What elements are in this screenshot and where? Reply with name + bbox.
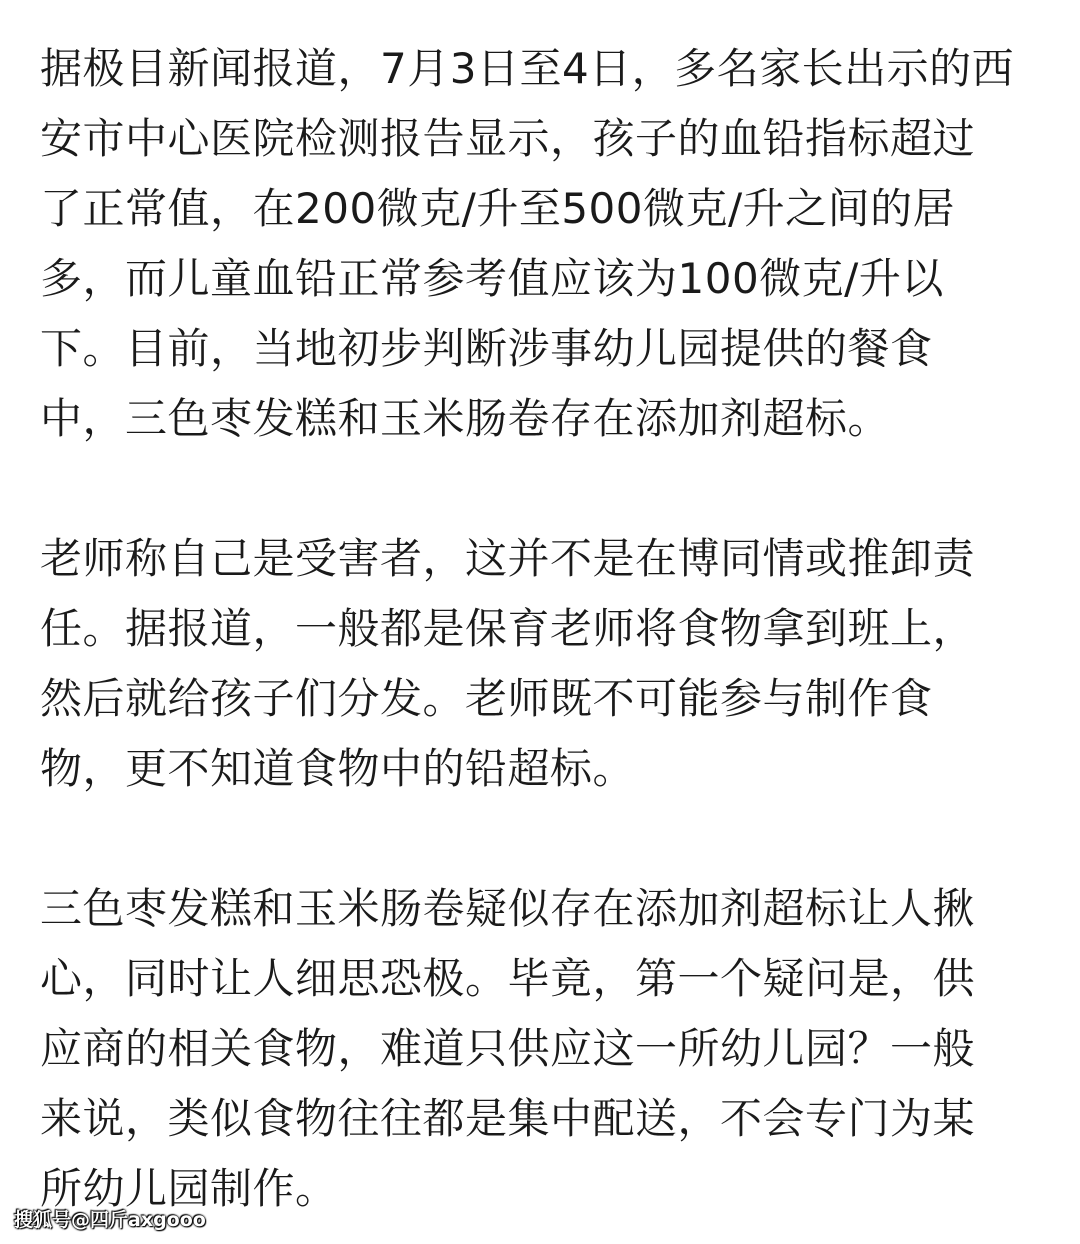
text-line: 心，同时让人细思恐极。毕竟，第一个疑问是，供 bbox=[40, 954, 976, 1003]
paragraph-spacer bbox=[40, 454, 1050, 524]
text-line: 任。据报道，一般都是保育老师将食物拿到班上， bbox=[40, 604, 976, 653]
text-line: 下。目前，当地初步判断涉事幼儿园提供的餐食 bbox=[40, 324, 933, 373]
paragraph-2 bbox=[40, 524, 1050, 804]
paragraph-1 bbox=[40, 34, 1050, 454]
text-line: 老师称自己是受害者，这并不是在博同情或推卸责 bbox=[40, 534, 976, 583]
text-line: 据极目新闻报道，7月3日至4日，多名家长出示的西 bbox=[40, 44, 1015, 93]
text-line: 三色枣发糕和玉米肠卷疑似存在添加剂超标让人揪 bbox=[40, 884, 976, 933]
article-body bbox=[40, 34, 1050, 1224]
paragraph-spacer bbox=[40, 804, 1050, 874]
text-line: 来说，类似食物往往都是集中配送，不会专门为某 bbox=[40, 1094, 976, 1143]
text-line: 物，更不知道食物中的铅超标。 bbox=[40, 744, 636, 793]
paragraph-3 bbox=[40, 874, 1050, 1224]
text-line: 安市中心医院检测报告显示，孩子的血铅指标超过 bbox=[40, 114, 976, 163]
text-line: 然后就给孩子们分发。老师既不可能参与制作食 bbox=[40, 674, 933, 723]
text-line: 多，而儿童血铅正常参考值应该为100微克/升以 bbox=[40, 254, 944, 303]
source-watermark: 搜狐号@四斤axgooo bbox=[14, 1209, 206, 1231]
text-line: 应商的相关食物，难道只供应这一所幼儿园？一般 bbox=[40, 1024, 976, 1073]
text-line: 了正常值，在200微克/升至500微克/升之间的居 bbox=[40, 184, 956, 233]
text-line: 所幼儿园制作。 bbox=[40, 1164, 338, 1213]
text-line: 中，三色枣发糕和玉米肠卷存在添加剂超标。 bbox=[40, 394, 891, 443]
